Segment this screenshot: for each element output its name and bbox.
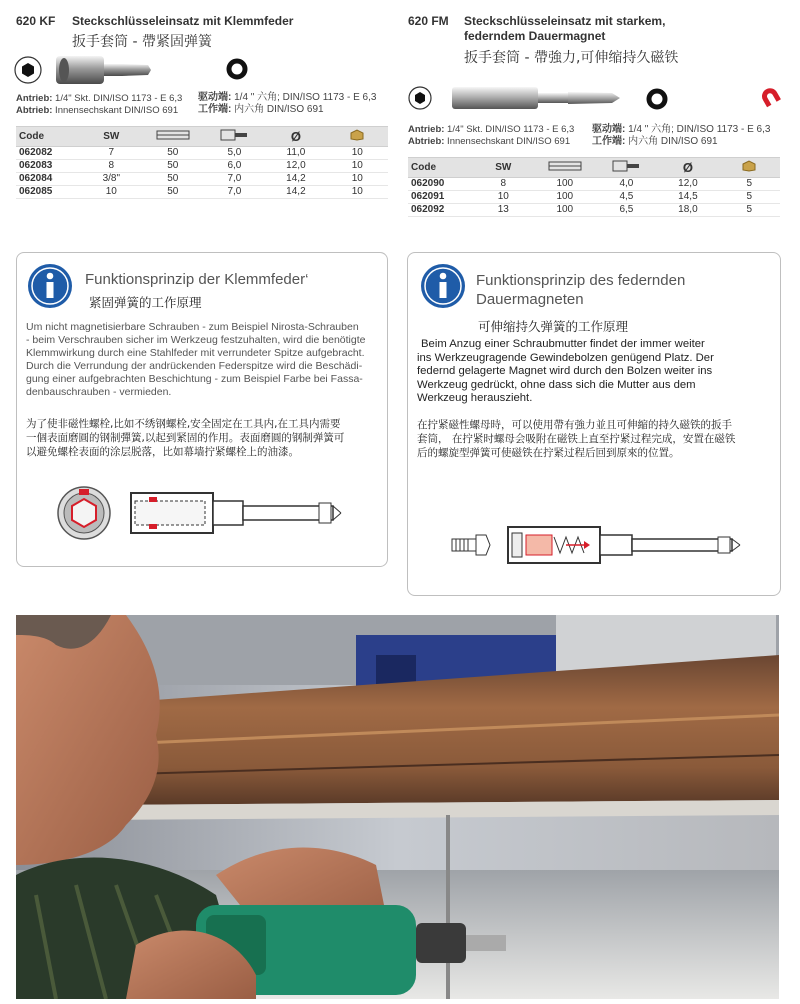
table-cell: 12,0 [657,178,718,191]
table-cell: 10 [327,186,388,199]
table-row [408,191,780,204]
clamp-spring-diagram [57,483,357,543]
right-product-title-cn: 扳手套筒 - 帶強力,可伸缩持久磁铁 [464,50,679,66]
table-cell: 062090 [408,178,473,191]
table-cell: 7 [81,147,142,160]
left-product-title: Steckschlüsseleinsatz mit Klemmfeder [72,14,294,28]
table-cell: 50 [142,173,204,186]
col-diameter: Ø [265,127,326,147]
spring-magnet-info-box [407,252,781,596]
table-header-row [16,127,388,147]
table-cell: 50 [142,147,204,160]
left-product-title-cn: 扳手套筒 - 帶紧固弹簧 [72,34,212,50]
magnet-icon [758,86,784,108]
table-row [16,173,388,186]
table-cell: 8 [473,178,534,191]
info-icon [420,263,466,309]
col-code: Code [16,127,81,147]
table-cell: 7,0 [204,173,266,186]
right-product-code: 620 FM [408,14,449,28]
table-cell: 14,2 [265,186,326,199]
length-icon [534,158,596,178]
box-title: Funktionsprinzip des federnden Dauermagneten [476,272,686,308]
depth-icon [596,158,658,178]
socket-magnet-image [452,84,624,112]
table-cell: 3/8" [81,173,142,186]
col-code: Code [408,158,473,178]
table-row [16,160,388,173]
table-cell: 5 [719,178,780,191]
socket-ring-icon [226,58,248,80]
right-spec-cn: 驱动端: 1/4 " 六角; DIN/ISO 1173 - E 6,3 工作端: 内六角 DIN/ISO 691 [592,124,771,147]
table-row [408,178,780,191]
table-cell: 50 [142,160,204,173]
table-cell: 12,0 [265,160,326,173]
hex-drive-icon [14,56,42,84]
table-cell: 100 [534,191,596,204]
table-cell: 14,2 [265,173,326,186]
package-icon [719,158,780,178]
table-cell: 5,0 [204,147,266,160]
table-row [16,147,388,160]
table-cell: 062092 [408,204,473,217]
table-row [16,186,388,199]
table-header-row [408,158,780,178]
box-title: Funktionsprinzip der Klemmfeder‘ [85,271,309,288]
table-cell: 10 [327,147,388,160]
box-body-de: Beim Anzug einer Schraubmutter findet der immer weiter ins Werkzeugragende Gewindebolzen genügend Platz. Der federnd gelagerte Magnet wird durch den Bolzen weiter ins Werkzeug gedrückt, ohne dass sich die Mutter aus dem Werkzeug herauszieht. [417,338,714,405]
table-cell: 13 [473,204,534,217]
socket-clamp-spring-image [56,52,152,88]
left-product-code: 620 KF [16,14,56,28]
table-cell: 5 [719,191,780,204]
col-sw: SW [81,127,142,147]
spring-magnet-diagram [450,521,750,571]
table-cell: 11,0 [265,147,326,160]
table-cell: 5 [719,204,780,217]
box-subtitle-cn: 可伸缩持久弹簧的工作原理 [478,319,629,334]
left-spec-table [16,126,388,199]
table-cell: 4,5 [596,191,658,204]
box-body-cn: 在拧紧磁性螺母時，可以使用帶有強力並且可伸縮的持久磁铁的扳手 套筒， 在拧紧时螺母会吸附在磁铁上直至拧紧过程完成，安置在磁铁 后的螺旋型弹簧可使磁铁在拧紧过程后回到原來的位置。 [417,419,736,459]
depth-icon [204,127,266,147]
table-cell: 6,0 [204,160,266,173]
right-spec-table [408,157,780,217]
box-subtitle-cn: 紧固弹簧的工作原理 [89,295,202,310]
table-cell: 10 [81,186,142,199]
table-cell: 062083 [16,160,81,173]
table-cell: 062084 [16,173,81,186]
socket-ring-icon [646,88,668,110]
right-spec-de: Antrieb: 1/4" Skt. DIN/ISO 1173 - E 6,3 Abtrieb: Innensechskant DIN/ISO 691 [408,124,575,147]
left-spec-cn: 驱动端: 1/4 " 六角; DIN/ISO 1173 - E 6,3 工作端: 内六角 DIN/ISO 691 [198,92,377,115]
table-cell: 8 [81,160,142,173]
table-cell: 100 [534,178,596,191]
table-cell: 10 [473,191,534,204]
table-cell: 50 [142,186,204,199]
info-icon [27,263,73,309]
table-cell: 062082 [16,147,81,160]
clamp-spring-info-box [16,252,388,567]
table-cell: 4,0 [596,178,658,191]
col-sw: SW [473,158,534,178]
right-product-title: Steckschlüsseleinsatz mit starkem, federndem Dauermagnet [464,14,666,43]
table-cell: 100 [534,204,596,217]
worker-drilling-photo [16,615,779,999]
table-cell: 062085 [16,186,81,199]
package-icon [327,127,388,147]
box-body-de: Um nicht magnetisierbare Schrauben - zum Beispiel Nirosta-Schrauben - beim Verschrauben sicher im Werkzeug festzuhalten, wird die benötigte Klemmwirkung durch eine Stahlfeder mit verrundeter Spitze aufgebracht. Durch die Verrundung der andrückenden Federspitze wird die Beschädi- gung einer aufgebrachten Beschichtung - zum Beispiel Farbe bei Fassa- denbauschrauben - vermieden. [26,321,366,398]
box-body-cn: 为了使非磁性螺栓,比如不绣钢螺栓,安全固定在工具内,在工具内需要 一個表面磨圓的钢制彈簧,以起到紧固的作用。表面磨圓的钢制弹簧可 以避免螺栓表面的涂层脱落，比如幕墙拧紧螺栓上的油漆。 [26,418,345,458]
table-cell: 7,0 [204,186,266,199]
table-cell: 18,0 [657,204,718,217]
table-cell: 062091 [408,191,473,204]
length-icon [142,127,204,147]
left-spec-de: Antrieb: 1/4" Skt. DIN/ISO 1173 - E 6,3 Abtrieb: Innensechskant DIN/ISO 691 [16,93,183,116]
table-cell: 6,5 [596,204,658,217]
table-cell: 10 [327,173,388,186]
table-cell: 10 [327,160,388,173]
hex-drive-icon [408,86,432,110]
table-row [408,204,780,217]
table-cell: 14,5 [657,191,718,204]
col-diameter: Ø [657,158,718,178]
